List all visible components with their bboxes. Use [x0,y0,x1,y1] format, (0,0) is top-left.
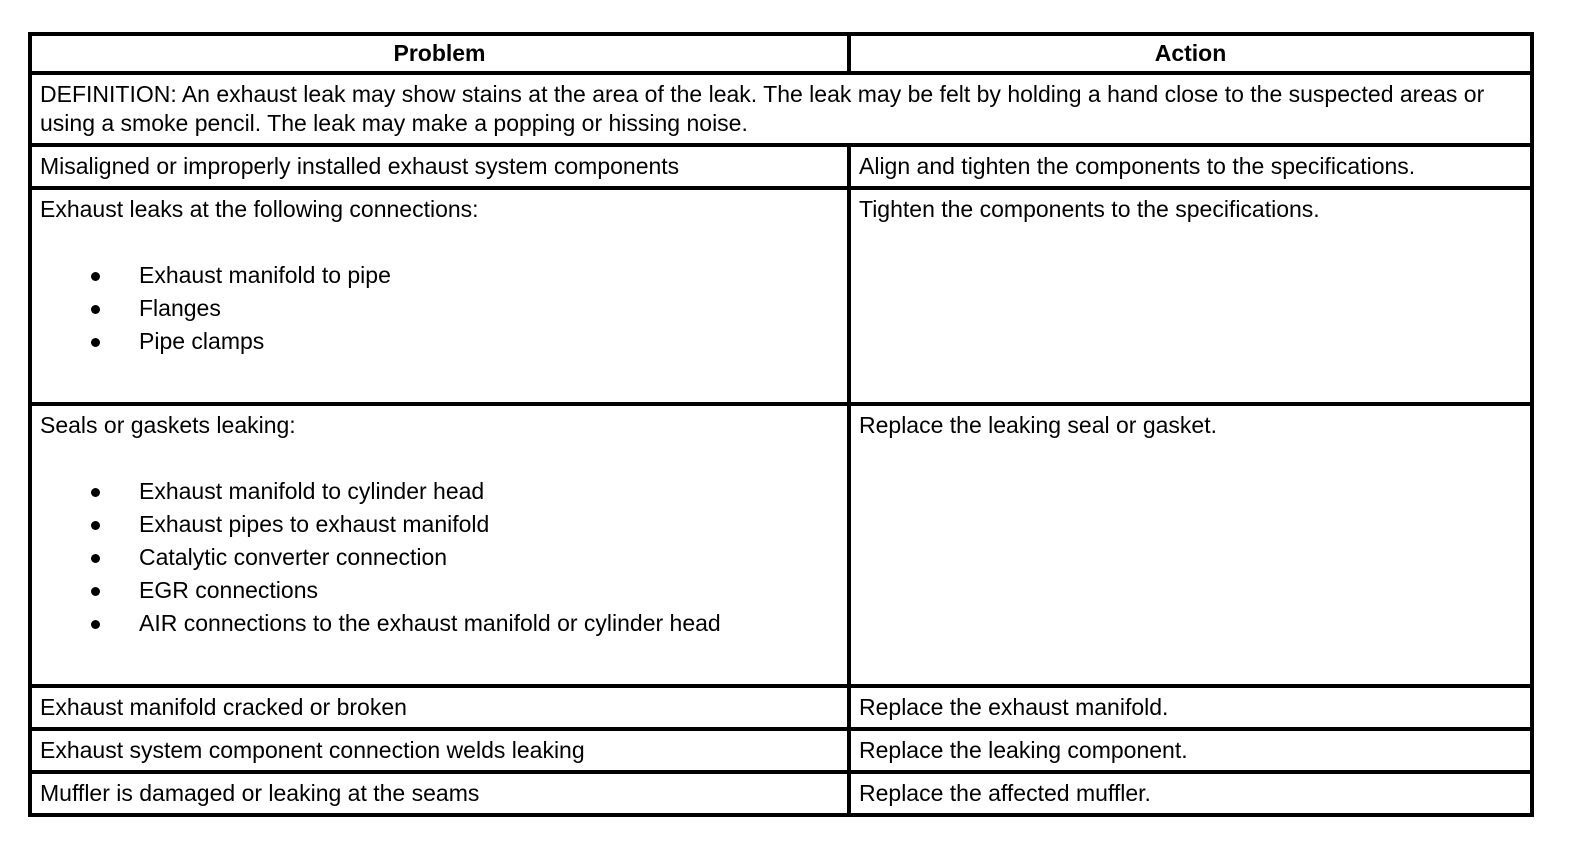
table-row [30,729,1532,772]
list-item-text: Catalytic converter connection [139,544,448,570]
list-item-text: Exhaust manifold to pipe [139,262,391,288]
diagnostic-table-container [28,32,1530,817]
action-cell [849,145,1532,188]
problem-cell [30,404,849,686]
list-item [40,325,839,358]
table-row [30,686,1532,729]
bullet-icon [91,521,100,530]
problem-text: Seals or gaskets leaking: [40,412,296,438]
bullet-icon [91,488,100,497]
bullet-icon [91,305,100,314]
list-item [40,292,839,325]
problem-text: Exhaust system component connection welds leaking [40,737,585,763]
problem-text: Exhaust manifold cracked or broken [40,694,407,720]
diagnostic-table [28,32,1534,817]
list-item-text: EGR connections [139,577,318,603]
bullet-icon [91,620,100,629]
list-item-text: Pipe clamps [139,328,265,354]
action-text: Replace the affected muffler. [859,780,1151,806]
list-item-text: Flanges [139,295,221,321]
action-text: Replace the leaking seal or gasket. [859,412,1217,438]
problem-cell [30,188,849,404]
problem-text: Misaligned or improperly installed exhaust system components [40,153,680,179]
problem-cell [30,686,849,729]
action-cell [849,404,1532,686]
header-row [30,34,1532,73]
action-column-header: Action [849,34,1532,73]
list-item-text: Exhaust manifold to cylinder head [139,478,485,504]
bullet-icon [91,587,100,596]
problem-cell [30,729,849,772]
action-cell [849,729,1532,772]
action-text: Tighten the components to the specifications. [859,196,1320,222]
action-text: Replace the leaking component. [859,737,1188,763]
action-text: Replace the exhaust manifold. [859,694,1169,720]
bullet-icon [91,338,100,347]
action-text: Align and tighten the components to the specifications. [859,153,1416,179]
list-item-text: AIR connections to the exhaust manifold or cylinder head [139,610,721,636]
table-row [30,145,1532,188]
list-item [40,607,839,640]
list-item [40,259,839,292]
table-row [30,772,1532,815]
problem-cell [30,145,849,188]
list-item [40,574,839,607]
table-row [30,404,1532,686]
list-item [40,475,839,508]
action-cell [849,188,1532,404]
action-cell [849,686,1532,729]
seal-list [40,475,839,640]
action-cell [849,772,1532,815]
problem-text: Exhaust leaks at the following connections: [40,196,479,222]
list-item [40,541,839,574]
definition-text: DEFINITION: An exhaust leak may show stains at the area of the leak. The leak may be felt by holding a hand close to the suspected areas or using a smoke pencil. The leak may make a popping or hissing noise. [30,73,1532,145]
problem-cell [30,772,849,815]
list-item-text: Exhaust pipes to exhaust manifold [139,511,490,537]
bullet-icon [91,272,100,281]
definition-row [30,73,1532,145]
problem-text: Muffler is damaged or leaking at the seams [40,780,480,806]
connection-list [40,259,839,358]
table-row [30,188,1532,404]
bullet-icon [91,554,100,563]
problem-column-header: Problem [30,34,849,73]
list-item [40,508,839,541]
